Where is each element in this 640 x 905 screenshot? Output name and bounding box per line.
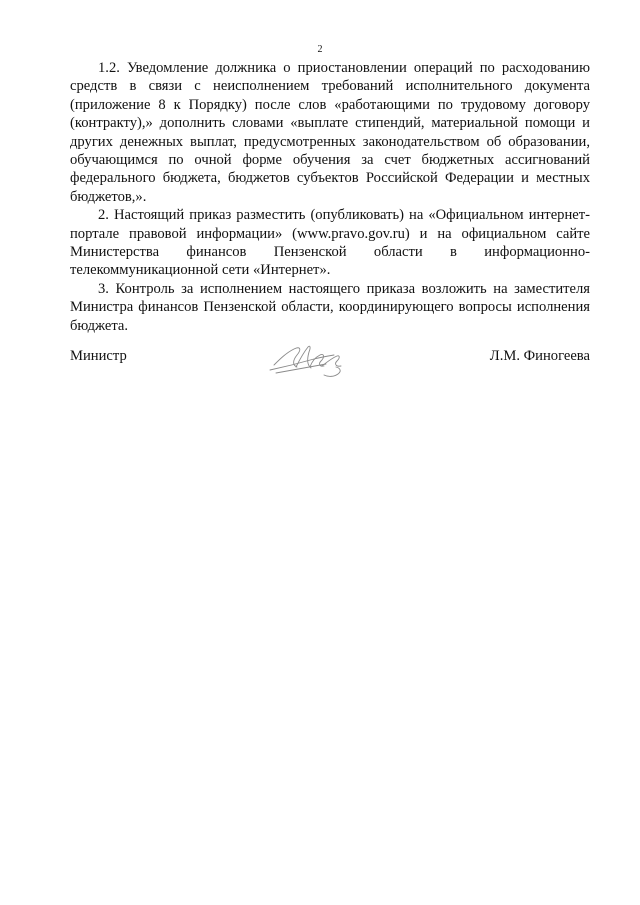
paragraph-2: 2. Настоящий приказ разместить (опубликовать) на «Официальном интернет-портале правовой информации» (www.pravo.gov.ru) и на официальном сайте Министерства финансов Пензенской области в информационно-телекоммуникационной сети «Интернет». bbox=[70, 207, 590, 279]
handwritten-signature bbox=[266, 337, 356, 379]
document-body bbox=[70, 59, 590, 335]
signature-block bbox=[70, 347, 590, 387]
signer-position: Министр bbox=[70, 348, 127, 364]
page-number: 2 bbox=[317, 44, 323, 55]
paragraph-1-2: 1.2. Уведомление должника о приостановлении операций по расходованию средств в связи с неисполнением требований исполнительного документа (приложение 8 к Порядку) после слов «работающими по трудовому договору (контракту),» дополнить словами «выплате стипендий, материальной помощи и других денежных выплат, предусмотренных законодательством об образовании, обучающимся по очной форме обучения за счет бюджетных ассигнований федерального бюджета, бюджетов субъектов Российской Федерации и местных бюджетов,». bbox=[70, 60, 590, 205]
paragraph-3: 3. Контроль за исполнением настоящего приказа возложить на заместителя Министра финансов Пензенской области, координирующего вопросы исполнения бюджета. bbox=[70, 280, 590, 334]
signer-name: Л.М. Финогеева bbox=[489, 348, 590, 364]
